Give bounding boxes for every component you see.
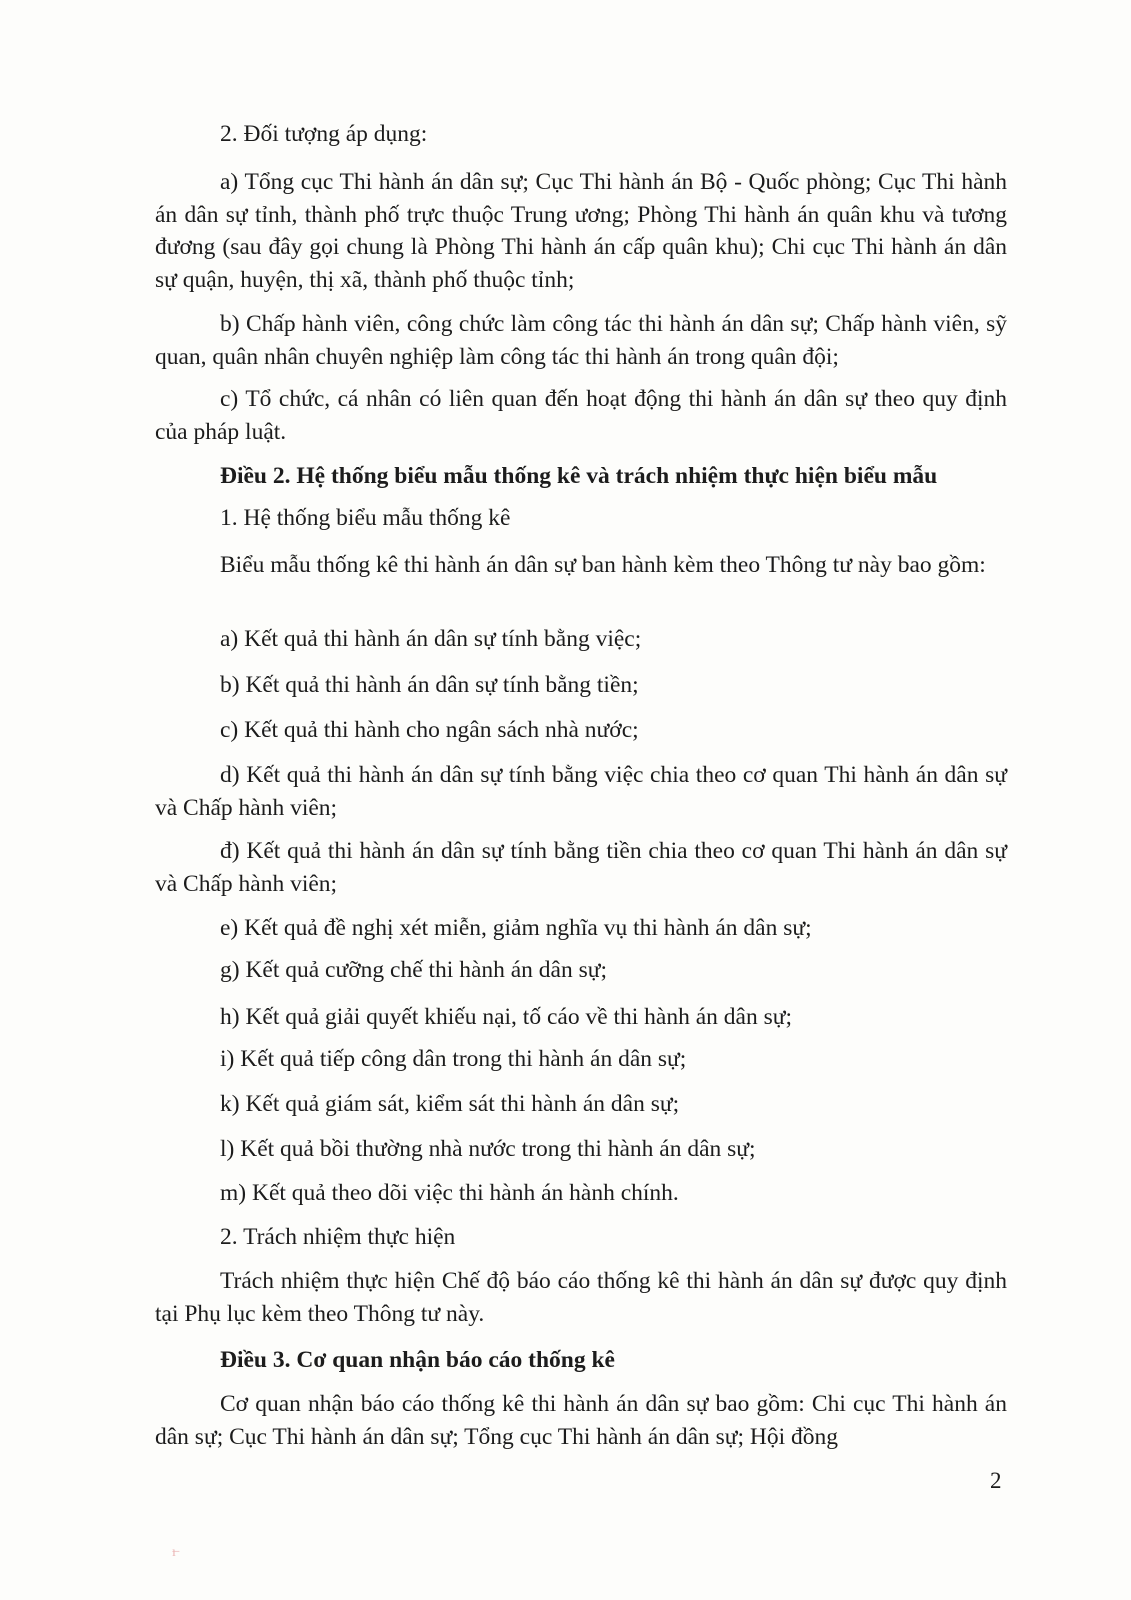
list-item: h) Kết quả giải quyết khiếu nại, tố cáo về thi hành án dân sự; (220, 1004, 793, 1030)
list-item: b) Kết quả thi hành án dân sự tính bằng tiền; (220, 672, 639, 698)
list-item: e) Kết quả đề nghị xét miễn, giảm nghĩa vụ thi hành án dân sự; (220, 915, 812, 941)
list-item: m) Kết quả theo dõi việc thi hành án hành chính. (220, 1180, 679, 1206)
list-item: l) Kết quả bồi thường nhà nước trong thi hành án dân sự; (220, 1136, 756, 1162)
list-item: a) Kết quả thi hành án dân sự tính bằng việc; (220, 626, 642, 652)
paragraph: Cơ quan nhận báo cáo thống kê thi hành án dân sự bao gồm: Chi cục Thi hành án dân sự; Cục Thi hành án dân sự; Tổng cục Thi hành án dân sự; Hội đồng (155, 1391, 1007, 1450)
list-item: d) Kết quả thi hành án dân sự tính bằng việc chia theo cơ quan Thi hành án dân sự và Chấp hành viên; (155, 762, 1007, 821)
list-item: g) Kết quả cưỡng chế thi hành án dân sự; (220, 957, 608, 983)
page-number: 2 (990, 1468, 1002, 1493)
stamp-mark-icon: ı̶ (172, 1545, 176, 1560)
paragraph: a) Tổng cục Thi hành án dân sự; Cục Thi hành án Bộ - Quốc phòng; Cục Thi hành án dân sự tỉnh, thành phố trực thuộc Trung ương; Phòng Thi hành án quân khu và tương đương (sau đây gọi chung là Phòng Thi hành án cấp quân khu); Chi cục Thi hành án dân sự quận, huyện, thị xã, thành phố thuộc tỉnh; (155, 169, 1007, 293)
subsection-heading: 2. Đối tượng áp dụng: (220, 121, 428, 147)
list-item: đ) Kết quả thi hành án dân sự tính bằng tiền chia theo cơ quan Thi hành án dân sự và Chấp hành viên; (155, 838, 1007, 897)
subsection-heading: 1. Hệ thống biểu mẫu thống kê (220, 505, 511, 531)
article-heading: Điều 3. Cơ quan nhận báo cáo thống kê (220, 1347, 615, 1373)
list-item: k) Kết quả giám sát, kiểm sát thi hành án dân sự; (220, 1091, 680, 1117)
paragraph: c) Tổ chức, cá nhân có liên quan đến hoạt động thi hành án dân sự theo quy định của pháp luật. (155, 386, 1007, 445)
list-item: i) Kết quả tiếp công dân trong thi hành án dân sự; (220, 1046, 687, 1072)
subsection-heading: 2. Trách nhiệm thực hiện (220, 1224, 456, 1250)
article-heading: Điều 2. Hệ thống biểu mẫu thống kê và trách nhiệm thực hiện biểu mẫu (220, 463, 938, 489)
paragraph: Trách nhiệm thực hiện Chế độ báo cáo thống kê thi hành án dân sự được quy định tại Phụ lục kèm theo Thông tư này. (155, 1268, 1007, 1327)
paragraph: Biểu mẫu thống kê thi hành án dân sự ban hành kèm theo Thông tư này bao gồm: (220, 552, 986, 578)
list-item: c) Kết quả thi hành cho ngân sách nhà nước; (220, 717, 639, 743)
paragraph: b) Chấp hành viên, công chức làm công tác thi hành án dân sự; Chấp hành viên, sỹ quan, quân nhân chuyên nghiệp làm công tác thi hành án trong quân đội; (155, 311, 1007, 370)
